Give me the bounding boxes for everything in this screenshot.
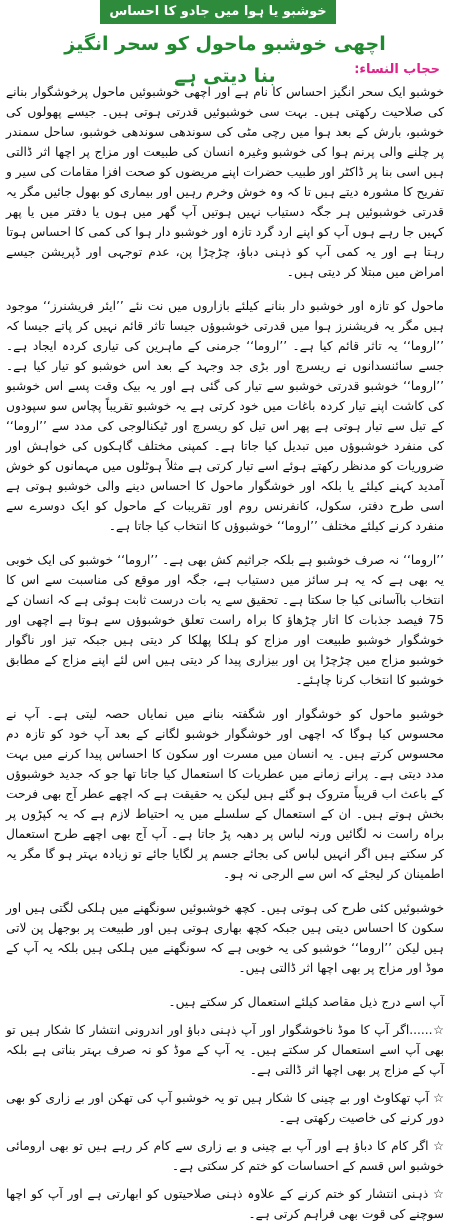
bullet-item: ☆......اگر آپ کا موڈ ناخوشگوار اور آپ ذہنی دباؤ اور اندرونی انتشار کا شکار ہیں تو بھی آپ اسے استعمال کر سکتے ہیں۔ یہ آپ کے موڈ کو نہ صرف بہتر بناتی ہے بلکہ آپ کے مزاج پر بھی اچھا اثر ڈالتی ہے۔: [6, 1023, 444, 1077]
article-body: [6, 82, 444, 1221]
bullet-item: ☆ آپ تھکاوٹ اور بے چینی کا شکار ہیں تو یہ خوشبو آپ کی تھکن اور بے زاری کو بھی دور کرنے کی خاصیت رکھتی ہے۔: [6, 1091, 444, 1125]
bullet-item: ☆ اگر کام کا دباؤ ہے اور آپ بے چینی و بے زاری سے کام کر رہے ہیں تو بھی ارومائی خوشبو اس قسم کے احساسات کو ختم کر سکتی ہے۔: [6, 1139, 444, 1173]
article-headline: اچھی خوشبو ماحول کو سحر انگیز بنا دیتی ہے: [64, 33, 386, 87]
paragraph: خوشبو ماحول کو خوشگوار اور شگفتہ بنانے میں نمایاں حصہ لیتی ہے۔ آپ نے محسوس کیا ہوگا کہ اچھی اور خوشگوار خوشبو لگانے کے بعد آپ خود کو تازہ دم محسوس کرتے ہیں۔ یہ انسان میں مسرت اور سکون کا احساس پیدا کرنے میں بہت مدد دیتی ہے۔ پرانے زمانے میں عطریات کا استعمال کیا جاتا تھا جو کہ جدید خوشبوؤں کے باعث اب قریباً متروک ہو گئے ہیں لیکن یہ حقیقت ہے کہ اچھے عطر آج بھی فرحت بخش ہوتے ہیں۔ ان کے استعمال کے سلسلے میں یہ احتیاط لازم ہے کہ یہ کپڑوں پر براہ راست نہ لگائیں ورنہ لباس پر دھبہ پڑ جاتا ہے۔ آپ آج بھی اچھے طرح استعمال کر سکتے ہیں اگر انہیں لباس کی بجائے جسم پر لگایا جائے تو زیادہ بہتر ہو گا مگر یہ اطمینان کر لیجئے کہ اس سے الرجی نہ ہو۔: [6, 707, 444, 881]
intro-line: آپ اسے درج ذیل مقاصد کیلئے استعمال کر سکتے ہیں۔: [168, 995, 444, 1009]
paragraph: ’’اروما‘‘ نہ صرف خوشبو ہے بلکہ جراثیم کش بھی ہے۔ ’’اروما‘‘ خوشبو کی ایک خوبی یہ بھی ہے کہ یہ ہر سائز میں دستیاب ہے، جگہ اور موقع کی مناسبت سے اس کا انتخاب باآسانی کیا جا سکتا ہے۔ تحقیق سے یہ بات درست ثابت ہوئی ہے کہ انسان کے 75 فیصد جذبات کا اتار چڑھاؤ کا براہ راست تعلق خوشبوؤں سے ہوتا ہے اچھی اور خوشگوار خوشبو طبیعت اور مزاج کو ہلکا پھلکا کر دیتی ہیں جبکہ تیز اور ناگوار خوشبو مزاج میں چڑچڑا پن اور بیزاری پیدا کر دیتی ہیں اس لئے اپنے مزاج کے مطابق خوشبو کا انتخاب کرنا چاہئے۔: [6, 553, 444, 687]
bullet-item: ☆ ذہنی انتشار کو ختم کرنے کے علاوہ ذہنی صلاحیتوں کو ابھارتی ہے اور آپ کو اچھا سوچنے کی قوت بھی فراہم کرتی ہے۔: [6, 1187, 444, 1221]
top-banner: خوشبو یا ہوا میں جادو کا احساس: [100, 0, 336, 24]
paragraph: ماحول کو تازہ اور خوشبو دار بنانے کیلئے بازاروں میں نت نئے ’’ایئر فریشنرز‘‘ موجود ہیں مگر یہ فریشنرز ہوا میں قدرتی خوشبوؤں جیسا تاثر قائم نہیں کر پاتے جیسا کہ ’’اروما‘‘ یہ تاثر قائم کیا ہے۔ ’’اروما‘‘ جرمنی کے ماہرین کی تیاری کردہ ایجاد ہے۔ جسے سائنسدانوں نے ریسرچ اور بڑی جد وجہد کے بعد اس خوشبو کو تیار کیا ہے۔ ’’اروما‘‘ خوشبو قدرتی خوشبو سے تیار کی گئی ہے اور یہ بیک وقت پسے اس خوشبو کی کاشت اپنے تیار کردہ باغات میں خود کرتی ہے یہ خوشبو تقریباً پچاس سو سپودوں کے تیل سے تیار ہوتی ہے پھر اس تیل کو ریسرچ اور ٹیکنالوجی کی مدد سے ’’اروما‘‘ کی منفرد خوشبوؤں میں تبدیل کیا جاتا ہے۔ کمپنی مختلف گاہکوں کی خواہش اور ضروریات کو مدنظر رکھتے ہوئے اسے تیار کرتی ہے مثلاً ہوٹلوں میں مہمانوں کو خوش آمدید کہنے کیلئے یا بلکہ اور خوشگوار ماحول کا احساس دینے والی خوشبو ہوتی ہے اسی طرح دفتر، سکول، کانفرنس روم اور تقریبات کے ماحول کو ایک دوسرے سے منفرد کرنے کیلئے مختلف ’’اروما‘‘ خوشبوؤں کا انتخاب کیا جاتا ہے۔: [6, 299, 444, 533]
author-byline: حجاب النساء:: [354, 62, 440, 77]
paragraph: خوشبو ایک سحر انگیز احساس کا نام ہے اور اچھی خوشبوئیں ماحول پرخوشگوار بنانے کی صلاحیت رکھتی ہیں۔ بہت سی خوشبوئیں قدرتی ہوتی ہیں۔ جیسے پھولوں کی خوشبو، بارش کے بعد ہوا میں رچی مٹی کی سوندھی سوندھی خوشبو، ساحل سمندر پر چلنے والی پرنم ہوا کی خوشبو وغیرہ انسان کی طبیعت اور مزاج پر اچھا اثر ڈالتی ہیں اسی بنا پر ڈاکٹر اور طبیب حضرات اپنے مریضوں کو صحت افزا مقامات کی سیر و تفریح کا مشورہ دیتے ہیں تا کہ وہ خوش وخرم رہیں اور بیماری کو بھول جائیں مگر یہ قدرتی خوشبوئیں ہر جگہ دستیاب نہیں ہوتیں آپ گھر میں ہوں یا دفتر میں یا پھر کہیں جا رہے ہوں آپ کو اپنے ارد گرد تازہ اور خوشبو دار ہوا کی کمی کا احساس ہوتا رہتا ہے اور یہ کمی آپ کو ذہنی دباؤ، چڑچڑا پن، عدم توجہی اور ڈپریشن جیسے امراض میں مبتلا کر دیتی ہیں۔: [6, 85, 444, 279]
paragraph: خوشبوئیں کئی طرح کی ہوتی ہیں۔ کچھ خوشبوئیں سونگھنے میں ہلکی لگتی ہیں اور سکون کا احساس دیتی ہیں جبکہ کچھ بھاری ہوتی ہیں اور طبیعت پر بوجھل پن لاتی ہیں لیکن ’’اروما‘‘ خوشبو کی یہ خوبی ہے کہ سونگھنے میں ہلکی ہیں بلکہ یہ آپ کے موڈ اور مزاج پر بھی اچھا اثر ڈالتی ہیں۔: [6, 901, 444, 975]
